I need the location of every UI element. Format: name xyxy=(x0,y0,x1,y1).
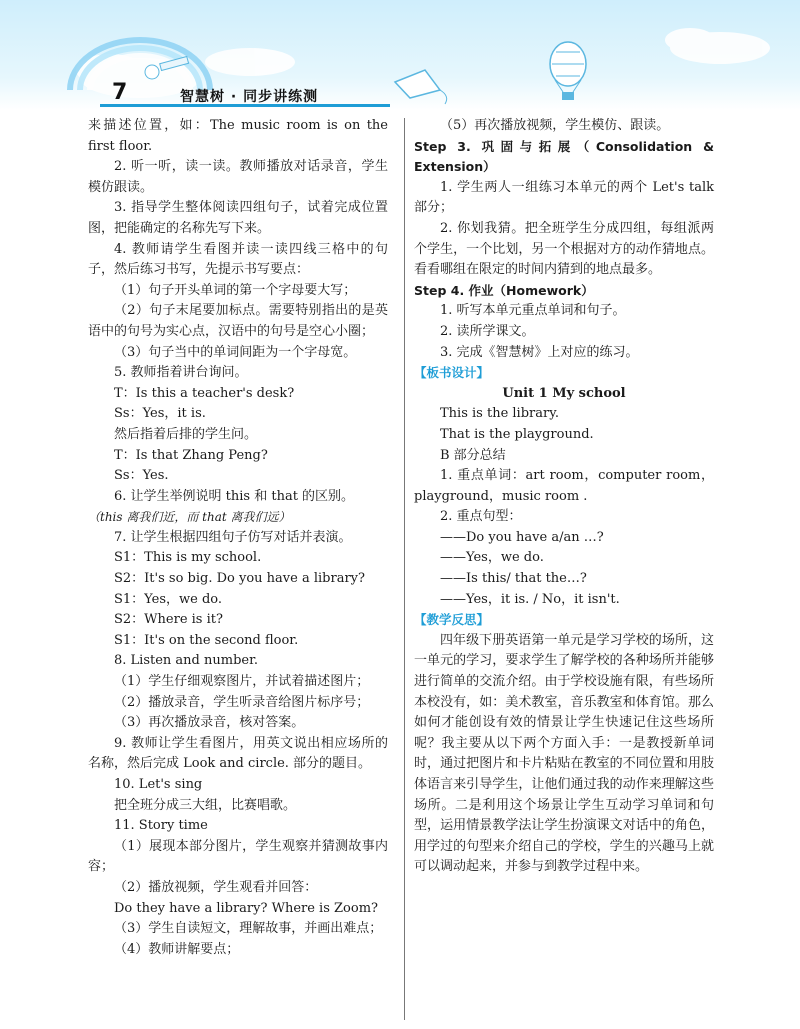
hot-air-balloon-icon xyxy=(550,42,586,100)
page-number: 7 xyxy=(112,80,128,105)
board-line: B 部分总结 xyxy=(440,447,506,463)
reflection-heading: 【教学反思】 xyxy=(414,612,490,628)
paragraph: （2）播放视频，学生观看并回答： xyxy=(114,879,318,895)
dialogue-line: T：Is this a teacher's desk? xyxy=(114,385,295,401)
paragraph: （4）教师讲解要点； xyxy=(114,941,240,957)
paragraph: 来描述位置，如：The music room is on the first floor. xyxy=(88,118,388,154)
list-item: 2. 读所学课文。 xyxy=(440,323,535,339)
board-design-heading: 【板书设计】 xyxy=(414,365,490,381)
board-line: 2. 重点句型： xyxy=(440,509,522,525)
paragraph: 9. 教师让学生看图片，用英文说出相应场所的名称，然后完成 Look and circle. 部分的题目。 xyxy=(88,735,388,772)
right-column xyxy=(414,116,714,878)
paragraph: 然后指着后排的学生问。 xyxy=(114,426,258,442)
dialogue-line: S1：This is my school. xyxy=(114,550,262,566)
paragraph: 2. 听一听，读一读。教师播放对话录音，学生模仿跟读。 xyxy=(88,159,388,195)
list-item: 2. 你划我猜。把全班学生分成四组，每组派两个学生，一个比划，另一个根据对方的动作猜地点。看看哪组在限定的时间内猜到的地点最多。 xyxy=(414,220,714,278)
step4-title: Step 4. 作业（Homework） xyxy=(414,282,594,298)
board-line: ——Is this/ that the…? xyxy=(440,571,587,587)
paragraph: 10. Let's sing xyxy=(114,777,203,792)
paragraph: （3）学生自读短文，理解故事，并画出难点； xyxy=(114,921,383,937)
kite-icon xyxy=(395,70,447,104)
list-item: 3. 完成《智慧树》上对应的练习。 xyxy=(440,344,639,360)
list-item: 1. 学生两人一组练习本单元的两个 Let's talk 部分； xyxy=(414,179,714,216)
dialogue-line: Ss：Yes. xyxy=(114,468,169,484)
board-unit-title: Unit 1 My school xyxy=(502,385,626,401)
paragraph: 11. Story time xyxy=(114,818,208,834)
board-line: ——Do you have a/an …? xyxy=(440,529,604,545)
dialogue-line: S1：Yes，we do. xyxy=(114,591,222,607)
column-divider xyxy=(404,118,405,1020)
paragraph: 5. 教师指着讲台询问。 xyxy=(114,365,248,381)
paragraph: 4. 教师请学生看图并读一读四线三格中的句子，然后练习书写，先提示书写要点： xyxy=(88,241,388,278)
board-line: That is the playground. xyxy=(440,426,594,442)
paragraph: 6. 让学生举例说明 this 和 that 的区别。 xyxy=(114,488,355,504)
step3-title: Step 3. 巩固与拓展（Consolidation & Extension） xyxy=(414,138,714,175)
board-line: This is the library. xyxy=(440,406,559,422)
dialogue-line: T：Is that Zhang Peng? xyxy=(114,447,268,463)
paragraph: （1）句子开头单词的第一个字母要大写； xyxy=(114,282,357,298)
note: （this 离我们近，而 that 离我们远） xyxy=(88,510,291,525)
page-header xyxy=(0,0,800,110)
paragraph: （2）播放录音，学生听录音给图片标序号； xyxy=(114,694,370,710)
series-title: 智慧树 · 同步讲练测 xyxy=(180,89,319,105)
paragraph: （3）再次播放录音，核对答案。 xyxy=(114,715,305,731)
dialogue-line: Ss：Yes，it is. xyxy=(114,406,206,422)
paragraph: Do they have a library? Where is Zoom? xyxy=(114,900,378,916)
left-column xyxy=(88,116,388,960)
paragraph: （2）句子末尾要加标点。需要特别指出的是英语中的句号为实心点，汉语中的句号是空心小圈； xyxy=(88,303,388,339)
paragraph: （3）句子当中的单词间距为一个字母宽。 xyxy=(114,344,357,360)
paragraph: （1）学生仔细观察图片，并试着描述图片； xyxy=(114,674,370,690)
dialogue-line: S2：It's so big. Do you have a library? xyxy=(114,571,365,587)
reflection-text: 四年级下册英语第一单元是学习学校的场所，这一单元的学习，要求学生了解学校的各种场所并能够进行简单的交流介绍。由于学校设施有限，有些场所本校没有，如：美术教室，音乐教室和体育馆。那么如何才能创设有效的情景让学生快速记住这些场所呢？我主要从以下两个方面入手：一是教授新单词时，通过把图片和卡片粘贴在教室的不同位置和用肢体语言来引导学生，让他们通过我的动作来理解这些场所。二是利用这个场景让学生互动学习单词和句型，运用情景教学法让学生扮演课文对话中的角色，用学过的句型来介绍自己的学校，学生的兴趣马上就可以调动起来，并参与到教学过程中来。 xyxy=(414,632,714,875)
paragraph: 8. Listen and number. xyxy=(114,653,259,669)
paragraph: 3. 指导学生整体阅读四组句子，试着完成位置图，把能确定的名称先写下来。 xyxy=(88,200,388,236)
dialogue-line: S2：Where is it? xyxy=(114,612,223,628)
board-line: ——Yes，we do. xyxy=(440,550,544,566)
dialogue-line: S1：It's on the second floor. xyxy=(114,632,299,648)
paragraph: （5）再次播放视频，学生模仿、跟读。 xyxy=(440,118,670,133)
board-line: ——Yes，it is. / No，it isn't. xyxy=(440,591,620,607)
paragraph: （1）展现本部分图片，学生观察并猜测故事内容； xyxy=(88,838,388,875)
board-line: 1. 重点单词：art room，computer room，playground，music room . xyxy=(414,468,714,504)
list-item: 1. 听写本单元重点单词和句子。 xyxy=(440,303,626,319)
paragraph: 把全班分成三大组，比赛唱歌。 xyxy=(114,797,297,813)
paragraph: 7. 让学生根据四组句子仿写对话并表演。 xyxy=(114,529,352,545)
